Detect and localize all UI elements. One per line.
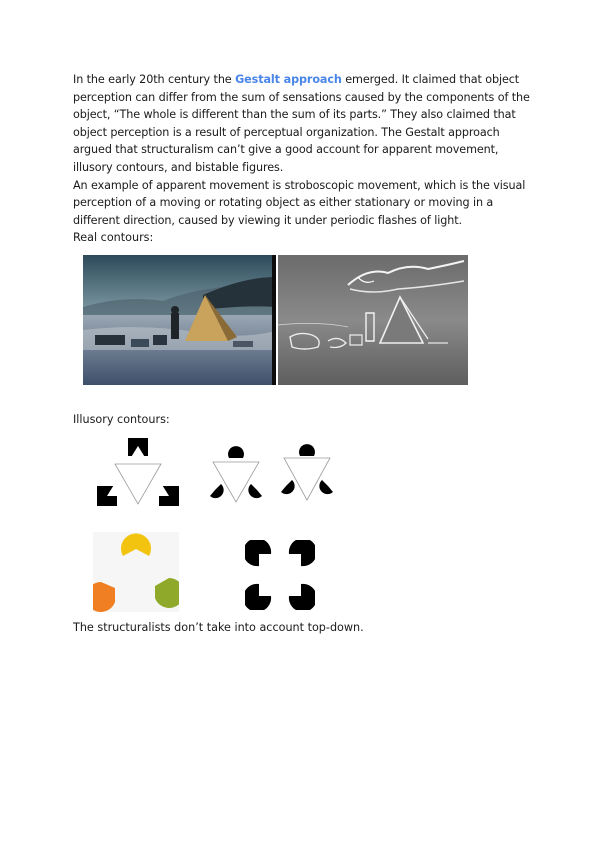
kanizsa-square — [245, 540, 315, 610]
closing-text: The structuralists don’t take into account top-down. — [73, 621, 364, 634]
illusory-triangle-pacman-left — [203, 438, 269, 504]
body-text — [73, 71, 533, 229]
apparent-movement-text: An example of apparent movement is stroboscopic movement, which is the visual perception of a moving or rotating object as either stationary or moving in a different direction, caused by viewing it under periodic flashes of light. — [73, 178, 526, 227]
intro-text: In the early 20th century the — [73, 73, 236, 86]
edge-detected-photo — [278, 255, 468, 385]
real-contours-label: Real contours: — [73, 231, 154, 244]
illusory-triangle-pacman-right — [276, 436, 338, 504]
gestalt-approach-link[interactable]: Gestalt approach — [235, 73, 342, 86]
illusory-contours-label: Illusory contours: — [73, 413, 170, 426]
pyramid-tent-photo — [83, 255, 276, 385]
colored-pacman-triangle — [93, 532, 179, 612]
illusory-triangle-squares — [95, 438, 181, 508]
gestalt-description: emerged. It claimed that object perception can differ from the sum of sensations caused by the components of the object, “The whole is different than the sum of its parts.” They also claimed that object perception is a result of perceptual organization. The Gestalt approach argued that structuralism can’t give a good account for apparent movement, illusory contours, and bistable figures. — [73, 73, 530, 174]
